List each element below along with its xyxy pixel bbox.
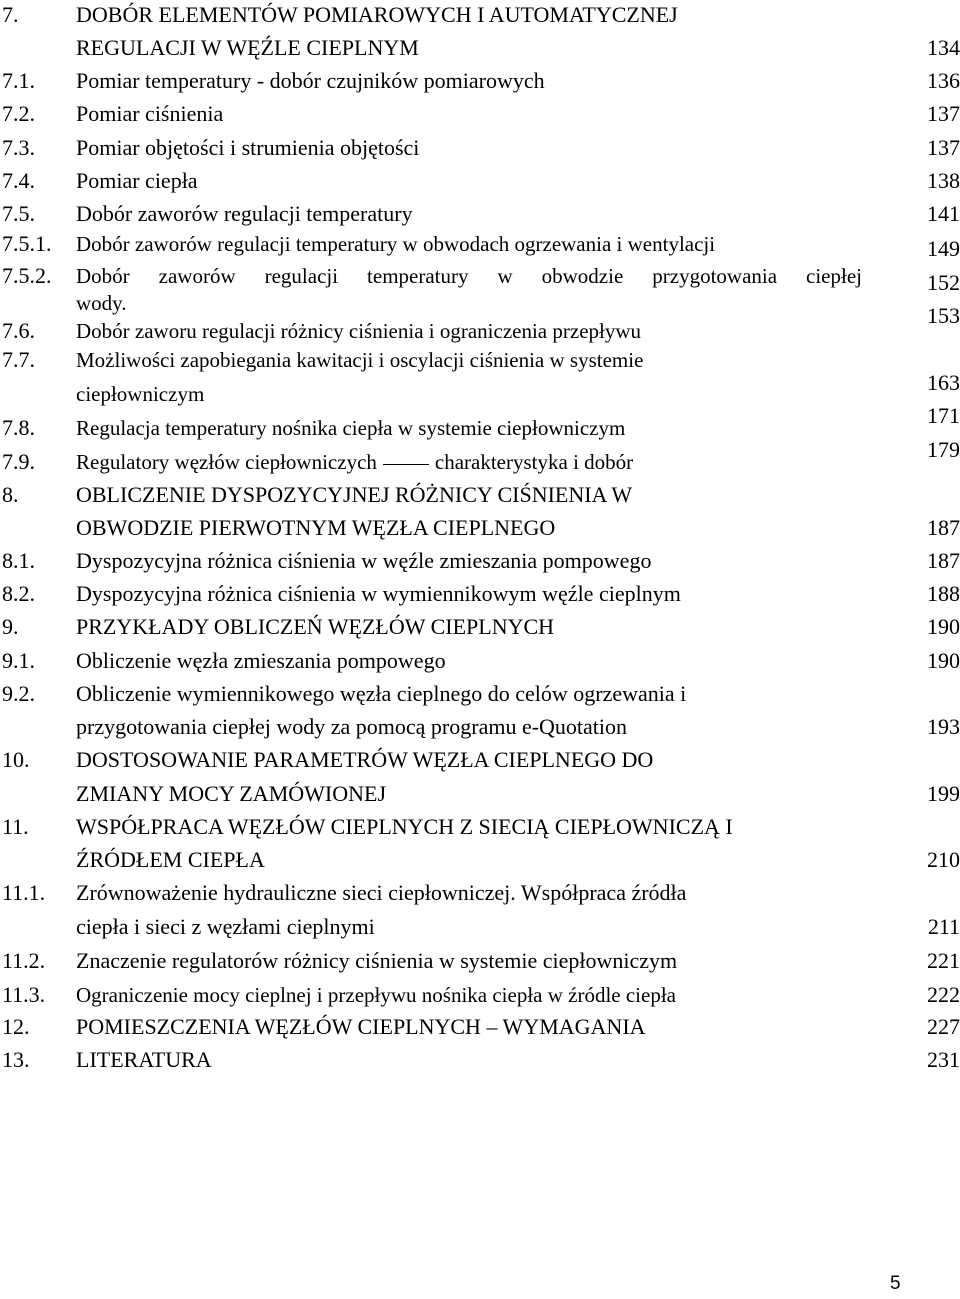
toc-page-number: 136 (927, 68, 960, 93)
toc-number: 11.2. (2, 948, 46, 973)
toc-title-continued: REGULACJI W WĘŹLE CIEPLNYM (76, 35, 419, 60)
toc-number: 11. (2, 814, 29, 839)
toc-page-number: 227 (927, 1014, 960, 1039)
toc-number: 7.5.1. (2, 231, 52, 256)
toc-page-number: 187 (927, 515, 960, 540)
toc-page-number: 210 (927, 847, 960, 872)
toc-number: 7.6. (2, 318, 35, 343)
toc-title: Możliwości zapobiegania kawitacji i oscylacji ciśnienia w systemie (76, 348, 644, 372)
toc-title: Regulacja temperatury nośnika ciepła w systemie ciepłowniczym (76, 416, 626, 440)
toc-title: POMIESZCZENIA WĘZŁÓW CIEPLNYCH – WYMAGANIA (76, 1014, 646, 1039)
toc-number: 7.1. (2, 68, 35, 93)
toc-title: PRZYKŁADY OBLICZEŃ WĘZŁÓW CIEPLNYCH (76, 614, 555, 639)
toc-title-part: Regulatory węzłów ciepłowniczych (76, 450, 377, 474)
toc-title: Obliczenie węzła zmieszania pompowego (76, 648, 446, 673)
toc-page-number: 163 (927, 370, 960, 395)
toc-number: 7.9. (2, 449, 35, 474)
toc-number: 11.1. (2, 880, 46, 905)
toc-page-number: 138 (927, 168, 960, 193)
page-footer-number: 5 (890, 1273, 901, 1294)
toc-page-number: 222 (927, 982, 960, 1007)
toc-title: WSPÓŁPRACA WĘZŁÓW CIEPLNYCH Z SIECIĄ CIEPŁOWNICZĄ I (76, 814, 733, 839)
toc-title: Dobór zaworów regulacji temperatury w obwodach ogrzewania i wentylacji (76, 232, 716, 256)
toc-title: Dyspozycyjna różnica ciśnienia w wymiennikowym węźle cieplnym (76, 581, 681, 606)
toc-number: 12. (2, 1014, 30, 1039)
toc-title: Zrównoważenie hydrauliczne sieci ciepłowniczej. Współpraca źródła (76, 880, 687, 905)
toc-title (76, 449, 633, 475)
toc-page-number: 190 (927, 614, 960, 639)
dash-separator (383, 464, 429, 465)
toc-page-number: 231 (927, 1047, 960, 1072)
toc-number: 8.1. (2, 548, 35, 573)
toc-title: Dyspozycyjna różnica ciśnienia w węźle zmieszania pompowego (76, 548, 652, 573)
toc-title-continued: wody. (76, 291, 127, 315)
toc-title-continued: przygotowania ciepłej wody za pomocą programu e-Quotation (76, 714, 628, 739)
toc-page-number: 152 (927, 270, 960, 295)
toc-number: 7.5.2. (2, 263, 52, 288)
toc-number: 7.7. (2, 347, 35, 372)
toc-page-number: 211 (927, 914, 960, 939)
toc-number: 8. (2, 482, 19, 507)
toc-page-number: 141 (927, 201, 960, 226)
toc-title: OBLICZENIE DYSPOZYCYJNEJ RÓŻNICY CIŚNIENIA W (76, 482, 633, 507)
toc-page-number: 199 (927, 781, 960, 806)
toc-title-continued: ciepła i sieci z węzłami cieplnymi (76, 914, 375, 939)
toc-title: Dobór zaworów regulacji temperatury (76, 201, 413, 226)
toc-page-number: 190 (927, 648, 960, 673)
toc-number: 10. (2, 747, 30, 772)
toc-number: 13. (2, 1047, 30, 1072)
toc-page-number: 187 (927, 548, 960, 573)
toc-title: Pomiar ciepła (76, 168, 198, 193)
toc-page-number: 134 (927, 35, 960, 60)
toc-number: 7.4. (2, 168, 35, 193)
toc-page-number: 179 (927, 437, 960, 462)
toc-title: DOBÓR ELEMENTÓW POMIAROWYCH I AUTOMATYCZNEJ (76, 2, 678, 27)
toc-page-number: 153 (927, 303, 960, 328)
toc-number: 7. (2, 2, 19, 27)
toc-number: 8.2. (2, 581, 35, 606)
toc-title: Dobór zaworów regulacji temperatury w obwodzie przygotowania ciepłej (76, 264, 862, 288)
toc-number: 9. (2, 614, 19, 639)
toc-number: 7.2. (2, 101, 35, 126)
toc-number: 7.8. (2, 415, 35, 440)
toc-page-number: 188 (927, 581, 960, 606)
toc-title-continued: ŹRÓDŁEM CIEPŁA (76, 847, 265, 872)
toc-title-continued: ciepłowniczym (76, 382, 205, 406)
toc-page-number: 149 (927, 236, 960, 261)
toc-number: 9.2. (2, 681, 35, 706)
toc-title: Znaczenie regulatorów różnicy ciśnienia w systemie ciepłowniczym (76, 948, 678, 973)
toc-title: Pomiar objętości i strumienia objętości (76, 135, 420, 160)
toc-title-continued: OBWODZIE PIERWOTNYM WĘZŁA CIEPLNEGO (76, 515, 556, 540)
toc-title: Pomiar temperatury - dobór czujników pomiarowych (76, 68, 545, 93)
toc-title: Dobór zaworu regulacji różnicy ciśnienia i ograniczenia przepływu (76, 319, 642, 343)
toc-page-number: 221 (927, 948, 960, 973)
toc-title: DOSTOSOWANIE PARAMETRÓW WĘZŁA CIEPLNEGO DO (76, 747, 654, 772)
toc-title-part: charakterystyka i dobór (434, 450, 634, 474)
toc-number: 11.3. (2, 982, 46, 1007)
toc-number: 9.1. (2, 648, 35, 673)
toc-title: LITERATURA (76, 1047, 212, 1072)
toc-page-number: 171 (927, 403, 960, 428)
toc-number: 7.3. (2, 135, 35, 160)
toc-title: Pomiar ciśnienia (76, 101, 224, 126)
toc-page-number: 193 (927, 714, 960, 739)
toc-page-number: 137 (927, 101, 960, 126)
toc-title: Ograniczenie mocy cieplnej i przepływu nośnika ciepła w źródle ciepła (76, 983, 676, 1007)
toc-title: Obliczenie wymiennikowego węzła cieplnego do celów ogrzewania i (76, 681, 687, 706)
toc-page-number: 137 (927, 135, 960, 160)
toc-title-continued: ZMIANY MOCY ZAMÓWIONEJ (76, 781, 387, 806)
toc-number: 7.5. (2, 201, 35, 226)
